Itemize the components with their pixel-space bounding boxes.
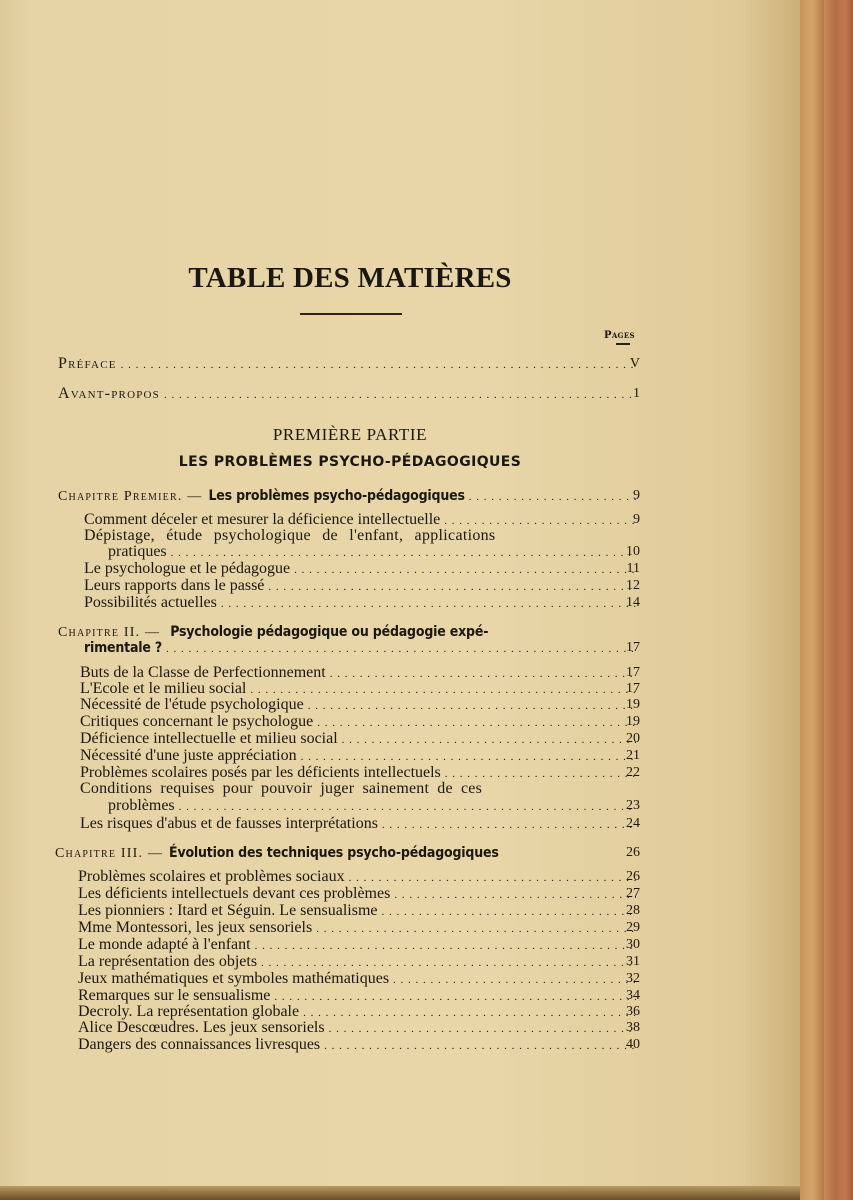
toc-entry-label-cont: problèmes (108, 797, 175, 814)
leader-dots (317, 714, 636, 731)
toc-entry-label: Critiques concernant le psychologue (80, 713, 314, 730)
toc-entry-label: Possibilités actuelles (84, 594, 217, 611)
toc-entry (80, 697, 640, 714)
part-heading: PREMIÈRE PARTIE (272, 425, 428, 444)
leader-dots (268, 578, 636, 595)
chapter-prefix: Chapitre Premier. — (58, 489, 203, 504)
toc-entry-label: Les risques d'abus et de fausses interprétations (80, 815, 378, 832)
leader-dots (342, 731, 636, 748)
toc-entry (78, 971, 640, 988)
toc-entry (80, 816, 640, 833)
toc-entry-label: La représentation des objets (78, 953, 258, 970)
toc-entry-label: Problèmes scolaires et problèmes sociaux (78, 868, 345, 885)
leader-dots (381, 903, 636, 920)
leader-dots (294, 561, 636, 578)
toc-entry-page: 40 (626, 1037, 640, 1052)
toc-entry-label: Conditions requises pour pouvoir juger sainement de ces (80, 780, 483, 797)
toc-entry (84, 561, 640, 578)
leader-dots (330, 665, 636, 682)
toc-entry (84, 578, 640, 595)
toc-entry-page: 17 (626, 681, 640, 696)
toc-entry-page: 22 (626, 765, 640, 780)
page-title: TABLE DES MATIÈRES (188, 262, 512, 294)
toc-entry-label: Comment déceler et mesurer la déficience intellectuelle (84, 511, 441, 528)
leader-dots (349, 869, 636, 886)
leader-dots (329, 1020, 636, 1037)
toc-entry-page: 1 (633, 386, 640, 401)
toc-entry-avant-propos (58, 386, 640, 403)
toc-entry-page: 24 (626, 816, 640, 831)
leader-dots (250, 681, 636, 698)
book-cover-edge (824, 0, 853, 1200)
toc-entry (78, 1037, 640, 1054)
leader-dots (301, 748, 636, 765)
chapter-heading (58, 488, 640, 505)
toc-entry-page: 31 (626, 954, 640, 969)
chapter-page: 17 (626, 640, 640, 655)
toc-entry (108, 544, 640, 561)
toc-entry (80, 748, 640, 765)
toc-entry (80, 731, 640, 748)
toc-entry-label: Avant-propos (58, 385, 160, 402)
toc-entry (78, 886, 640, 903)
toc-entry-page: 27 (626, 886, 640, 901)
toc-entry-label: Déficience intellectuelle et milieu social (80, 730, 338, 747)
pages-header-dash (616, 343, 630, 345)
toc-entry (108, 798, 640, 815)
toc-entry-page: 38 (626, 1020, 640, 1035)
toc-entry (80, 714, 640, 731)
toc-entry (78, 1020, 640, 1037)
toc-entry-label: Dangers des connaissances livresques (78, 1036, 321, 1053)
toc-entry-page: 23 (626, 798, 640, 813)
chapter-prefix: Chapitre III. — (55, 846, 164, 861)
leader-dots (121, 356, 636, 373)
toc-entry-label: Préface (58, 355, 117, 372)
leader-dots (179, 798, 636, 815)
leader-dots (171, 544, 636, 561)
toc-entry-page: 28 (626, 903, 640, 918)
chapter-title: Les problèmes psycho-pédagogiques (208, 488, 465, 504)
toc-entry-label: Remarques sur le sensualisme (78, 987, 271, 1004)
toc-entry-label: Buts de la Classe de Perfectionnement (80, 664, 326, 681)
toc-entry-page: 26 (626, 869, 640, 884)
chapter-page: 9 (633, 488, 640, 503)
chapter-heading-cont (84, 640, 640, 657)
toc-entry-label: Nécessité d'une juste appréciation (80, 747, 297, 764)
toc-entry-label: L'Ecole et le milieu social (80, 680, 247, 697)
leader-dots (166, 640, 636, 657)
leader-dots (255, 937, 636, 954)
toc-entry-label: Le monde adapté à l'enfant (78, 936, 251, 953)
toc-entry-page: V (629, 356, 640, 371)
toc-entry-page: 19 (626, 714, 640, 729)
leader-dots (221, 595, 636, 612)
toc-entry-page: 36 (626, 1004, 640, 1019)
title-rule (300, 313, 402, 315)
toc-entry-label: Mme Montessori, les jeux sensoriels (78, 919, 313, 936)
chapter-heading (55, 845, 640, 862)
toc-entry (78, 903, 640, 920)
chapter-title: Psychologie pédagogique ou pédagogie expé- (170, 624, 489, 640)
toc-entry-page: 11 (626, 561, 640, 576)
chapter-heading (58, 624, 488, 641)
toc-entry (78, 920, 640, 937)
toc-entry-page: 30 (626, 937, 640, 952)
toc-entry-label: Alice Descœudres. Les jeux sensoriels (78, 1019, 325, 1036)
toc-entry-page: 32 (626, 971, 640, 986)
toc-entry-label: Problèmes scolaires posés par les déficients intellectuels (80, 764, 441, 781)
toc-entry-page: 34 (626, 988, 640, 1003)
toc-entry-page: 9 (633, 512, 640, 527)
toc-entry-label: Decroly. La représentation globale (78, 1003, 300, 1020)
toc-entry (78, 869, 640, 886)
leader-dots (382, 816, 636, 833)
toc-entry-label: Les pionniers : Itard et Séguin. Le sensualisme (78, 902, 378, 919)
toc-entry (78, 954, 640, 971)
toc-entry-page: 19 (626, 697, 640, 712)
toc-entry-preface (58, 356, 640, 373)
leader-dots (164, 386, 636, 403)
toc-entry-label: Dépistage, étude psychologique de l'enfant, applications (84, 527, 496, 544)
leader-dots (303, 1004, 636, 1021)
page-bottom-shadow (0, 1186, 800, 1200)
toc-entry (78, 937, 640, 954)
chapter-prefix: Chapitre II. — (58, 625, 161, 640)
leader-dots (316, 920, 636, 937)
chapter-title: Évolution des techniques psycho-pédagogiques (169, 845, 499, 861)
page-edge (800, 0, 824, 1200)
leader-dots (261, 954, 636, 971)
chapter-title-cont: rimentale ? (84, 640, 163, 656)
toc-entry-page: 12 (626, 578, 640, 593)
chapter-page: 26 (626, 845, 640, 860)
toc-entry-page: 20 (626, 731, 640, 746)
part-title: LES PROBLÈMES PSYCHO-PÉDAGOGIQUES (178, 454, 522, 470)
toc-entry-label: Le psychologue et le pédagogue (84, 560, 291, 577)
leader-dots (324, 1037, 636, 1054)
toc-entry-page: 29 (626, 920, 640, 935)
leader-dots (308, 697, 636, 714)
pages-column-header: Pages (604, 330, 635, 341)
toc-entry (84, 595, 640, 612)
toc-entry-label: Leurs rapports dans le passé (84, 577, 265, 594)
leader-dots (274, 988, 636, 1005)
toc-entry-label: Les déficients intellectuels devant ces problèmes (78, 885, 391, 902)
toc-entry-page: 21 (626, 748, 640, 763)
toc-entry-label: Jeux mathématiques et symboles mathématiques (78, 970, 390, 987)
toc-entry-page: 17 (626, 665, 640, 680)
toc-entry-label-cont: pratiques (108, 543, 167, 560)
toc-entry-label: Nécessité de l'étude psychologique (80, 696, 304, 713)
toc-entry-page: 10 (626, 544, 640, 559)
toc-entry-page: 14 (626, 595, 640, 610)
